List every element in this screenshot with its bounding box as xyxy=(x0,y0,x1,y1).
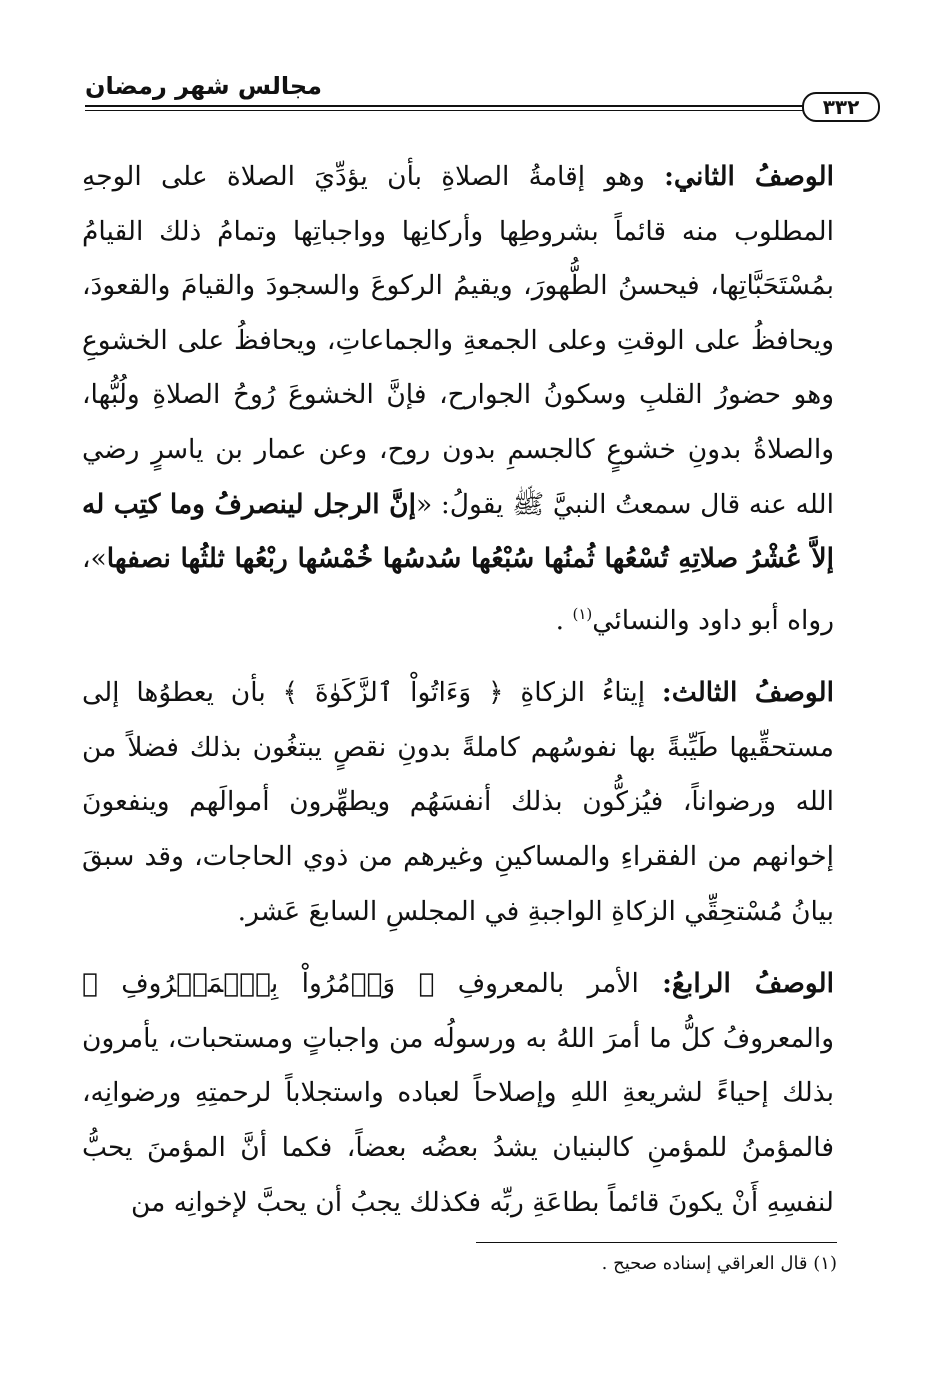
header-rule-thin xyxy=(85,110,806,111)
paragraph-second-description xyxy=(82,150,834,648)
header-rule-thick xyxy=(85,105,806,107)
main-text xyxy=(82,150,834,1230)
section-heading: الوصفُ الثالث: xyxy=(661,677,834,709)
paragraph-third-description xyxy=(82,666,834,939)
quran-verse: ﴿ وَأۡمُرُواْ بِٱلۡمَعۡرُوفِ ﴾ xyxy=(82,968,435,1000)
footnote-marker: (١) xyxy=(813,1253,837,1274)
page-header xyxy=(85,62,880,122)
hadith-quote: إنَّ الرجل لينصرفُ وما كتِب له إلاَّ عُشْرُ صلاتِهِ تُسْعُها ثُمنُها سُبْعُها سُدسُها خُمْسُها ربْعُها ثلثُها نصفها xyxy=(82,488,834,575)
paragraph-text: بأن يعطوُها إلى مستحقِّيها طَيِّبةً بها نفوسُهم كاملةً بدونِ نقصٍ يبتغُون بذلك فضلاً من الله ورضواناً، فيُزكُّون بذلك أنفسَهُم ويطهِّرون أموالَهم وينفعونَ إخوانهم من الفقراءِ والمساكينِ وغيرهم من ذوي الحاجات، وقد سبقَ بيانُ مُسْتحِقِّي الزكاةِ الواجبةِ في المجلسِ السابعَ عَشر. xyxy=(82,677,834,927)
paragraph-text: إيتاءُ الزكاةِ xyxy=(503,677,662,709)
page-number-badge: ٣٣٢ xyxy=(802,92,880,122)
section-heading: الوصفُ الرابعُ: xyxy=(662,968,834,1000)
book-title: مجالس شهر رمضان xyxy=(85,72,323,100)
paragraph-text: والمعروفُ كلُّ ما أمرَ اللهُ به ورسولُه من واجباتٍ ومستحبات، يأمرون بذلك إحياءً لشريعةِ اللهِ وإصلاحاً لعباده واستجلاباً لرحمتِهِ ورضوانِه، فالمؤمنُ للمؤمنِ كالبنيان يشدُ بعضُه بعضاً، فكما أنَّ المؤمنَ يحبُّ لنفسِهِ أَنْ يكونَ قائماً بطاعَةِ ربِّه فكذلك يجبُ أن يحبَّ لإخوانِه من xyxy=(82,1022,834,1218)
footnote-reference[interactable]: (١) xyxy=(572,604,593,623)
paragraph-text: الأمر بالمعروفِ xyxy=(434,968,663,1000)
paragraph-text: . xyxy=(555,604,573,636)
footnote-text: قال العراقي إسناده صحيح . xyxy=(601,1253,814,1274)
section-heading: الوصفُ الثاني: xyxy=(664,161,834,192)
paragraph-fourth-description xyxy=(82,957,834,1230)
footnote xyxy=(400,1253,837,1274)
paragraph-text: وهو إقامةُ الصلاةِ بأن يؤدِّيَ الصلاة على الوجهِ المطلوب منه قائماً بشروطِها وأركانِها وواجباتِها وتمامُ ذلك القيامُ بمُسْتَحَبَّاتِها، فيحسنُ الطُّهورَ، ويقيمُ الركوعَ والسجودَ والقيامَ والقعودَ، ويحافظُ على الوقتِ وعلى الجمعةِ والجماعاتِ، ويحافظُ على الخشوعِ وهو حضورُ القلبِ وسكونُ الجوارح، فإنَّ الخشوعَ رُوحُ الصلاةِ ولُبُّها، والصلاةُ بدونِ خشوعٍ كالجسمِ بدون روح، وعن عمار بن ياسرٍ رضي الله عنه قال سمعتُ النبيَّ ﷺ يقولُ: « xyxy=(82,161,834,520)
footnote-separator xyxy=(476,1242,837,1243)
paragraph-text: »، رواه أبو داود والنسائي xyxy=(82,543,834,636)
quran-verse: ﴿ وَءَاتُواْ ٱلزَّكَوٰةَ ﴾ xyxy=(282,677,504,709)
